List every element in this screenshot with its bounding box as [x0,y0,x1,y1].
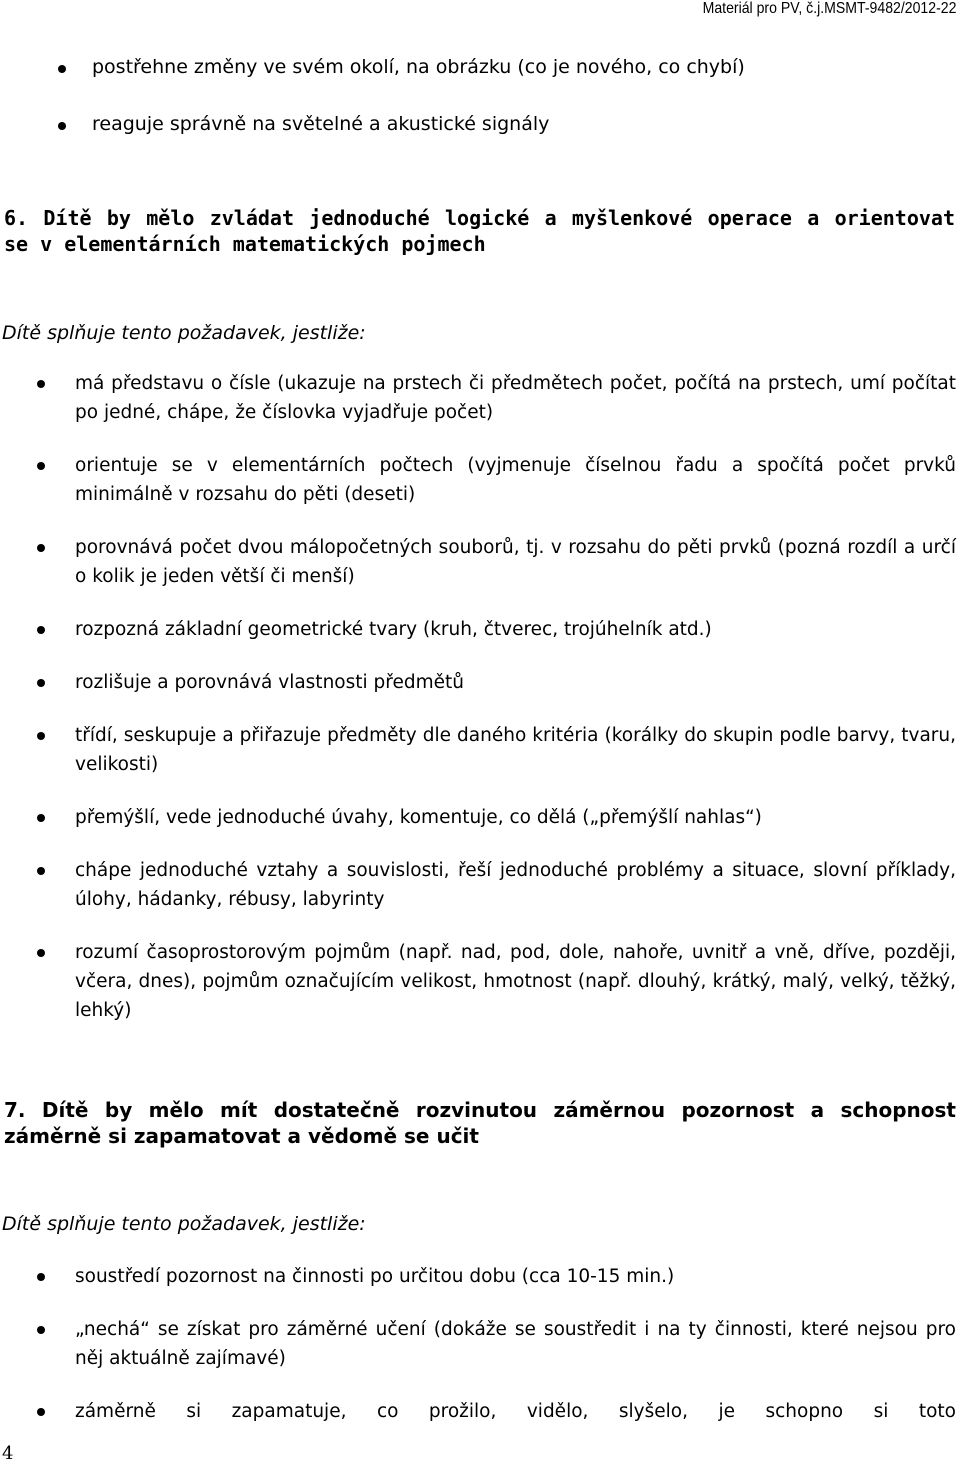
bullet-icon [37,867,45,875]
bullet-icon [37,1273,45,1281]
list-item [0,113,960,143]
section-6-list [0,369,960,1049]
list-item [0,451,956,509]
bullet-icon [37,679,45,687]
section-6-lead: Dítě splňuje tento požadavek, jestliže: [2,322,366,344]
list-item-text: přemýšlí, vede jednoduché úvahy, komentuje, co dělá („přemýšlí nahlas“) [75,807,762,828]
list-item-text: záměrně si zapamatuje, co prožilo, vidělo, slyšelo, je schopno si toto [75,1401,956,1422]
page-number: 4 [2,1443,14,1464]
list-item-text: porovnává počet dvou málopočetných souborů, tj. v rozsahu do pěti prvků (pozná rozdíl a určí o kolik je jeden větší či menší) [75,537,956,587]
list-item [0,803,956,832]
list-item [0,533,956,591]
list-item-text: rozpozná základní geometrické tvary (kruh, čtverec, trojúhelník atd.) [75,619,712,640]
section-7-list [0,1262,960,1450]
list-item [0,56,960,86]
list-item-text: reaguje správně na světelné a akustické signály [92,113,550,135]
bullet-icon [37,1326,45,1334]
list-item [0,668,956,697]
bullet-icon [37,1408,45,1416]
bullet-icon [37,626,45,634]
list-item-text: chápe jednoduché vztahy a souvislosti, řeší jednoduché problémy a situace, slovní příklady, úlohy, hádanky, rébusy, labyrinty [75,860,956,910]
document-reference: Materiál pro PV, č.j.MSMT-9482/2012-22 [702,0,956,17]
list-item-text: soustředí pozornost na činnosti po určitou dobu (cca 10-15 min.) [75,1266,675,1287]
list-item [0,1315,956,1373]
section-7-lead: Dítě splňuje tento požadavek, jestliže: [2,1213,366,1235]
bullet-icon [37,732,45,740]
bullet-icon [37,544,45,552]
continued-list [0,56,960,170]
bullet-icon [58,122,66,130]
list-item [0,369,956,427]
list-item [0,1262,956,1291]
section-7-heading: 7. Dítě by mělo mít dostatečně rozvinutou záměrnou pozornost a schopnost záměrně si zapamatovat a vědomě se učit [4,1098,956,1148]
list-item [0,856,956,914]
list-item-text: rozumí časoprostorovým pojmům (např. nad, pod, dole, nahoře, uvnitř a vně, dříve, později, včera, dnes), pojmům označujícím velikost, hmotnost (např. dlouhý, krátký, malý, velký, těžký, lehký) [75,942,956,1021]
bullet-icon [37,814,45,822]
list-item-text: „nechá“ se získat pro záměrné učení (dokáže se soustředit i na ty činnosti, které nejsou pro něj aktuálně zajímavé) [75,1319,956,1369]
bullet-icon [58,65,66,73]
list-item-text: orientuje se v elementárních počtech (vyjmenuje číselnou řadu a spočítá počet prvků minimálně v rozsahu do pěti (deseti) [75,455,956,505]
bullet-icon [37,462,45,470]
list-item [0,938,956,1025]
bullet-icon [37,380,45,388]
list-item-text: má představu o čísle (ukazuje na prstech či předmětech počet, počítá na prstech, umí počítat po jedné, chápe, že číslovka vyjadřuje počet) [75,373,956,423]
list-item [0,721,956,779]
section-6-heading: 6. Dítě by mělo zvládat jednoduché logické a myšlenkové operace a orientovat se v elementárních matematických pojmech [4,206,955,256]
list-item-text: postřehne změny ve svém okolí, na obrázku (co je nového, co chybí) [92,56,745,78]
bullet-icon [37,949,45,957]
list-item [0,1397,956,1426]
list-item [0,615,956,644]
list-item-text: rozlišuje a porovnává vlastnosti předmětů [75,672,464,693]
list-item-text: třídí, seskupuje a přiřazuje předměty dle daného kritéria (korálky do skupin podle barvy, tvaru, velikosti) [75,725,956,775]
